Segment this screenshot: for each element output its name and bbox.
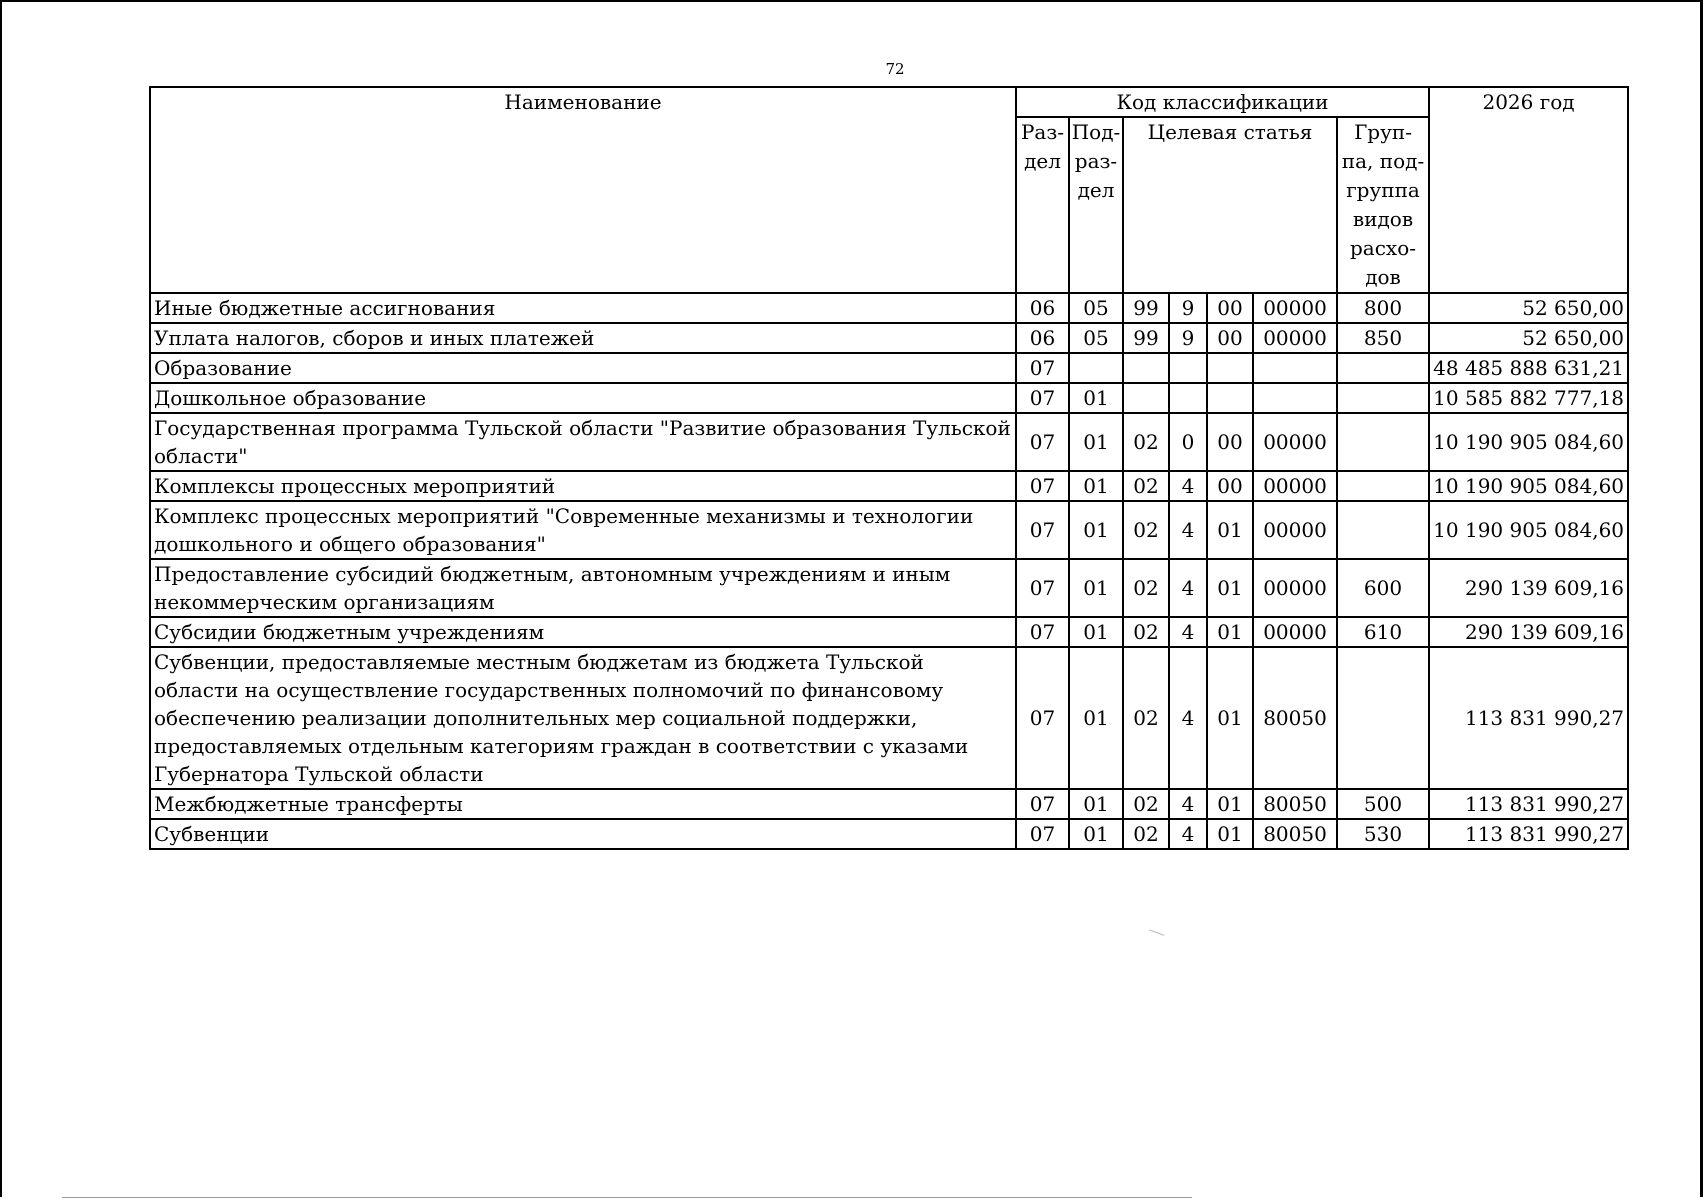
cell-target-program	[1123, 353, 1169, 383]
cell-amount: 52 650,00	[1429, 293, 1628, 323]
cell-target-direction: 80050	[1253, 647, 1337, 789]
cell-section: 07	[1016, 501, 1069, 559]
cell-target-program: 02	[1123, 647, 1169, 789]
cell-section: 07	[1016, 617, 1069, 647]
cell-amount: 290 139 609,16	[1429, 617, 1628, 647]
cell-target-program	[1123, 383, 1169, 413]
cell-target-item: 00	[1207, 323, 1253, 353]
table-row	[150, 353, 1628, 383]
cell-expense-group: 850	[1337, 323, 1429, 353]
cell-expense-group	[1337, 647, 1429, 789]
cell-name: Уплата налогов, сборов и иных платежей	[150, 323, 1016, 353]
cell-expense-group	[1337, 471, 1429, 501]
cell-target-item: 00	[1207, 413, 1253, 471]
cell-name: Комплексы процессных мероприятий	[150, 471, 1016, 501]
cell-target-direction: 00000	[1253, 293, 1337, 323]
cell-amount: 113 831 990,27	[1429, 789, 1628, 819]
cell-subsection: 01	[1069, 617, 1123, 647]
header-target-article: Целевая статья	[1123, 117, 1337, 293]
cell-name: Субсидии бюджетным учреждениям	[150, 617, 1016, 647]
cell-target-item: 01	[1207, 647, 1253, 789]
header-code-group: Код классификации	[1016, 87, 1429, 117]
cell-section: 07	[1016, 471, 1069, 501]
cell-expense-group	[1337, 353, 1429, 383]
cell-target-program: 02	[1123, 789, 1169, 819]
header-expense-group: Груп- па, под- группа видов расхо- дов	[1337, 117, 1429, 293]
cell-target-direction: 00000	[1253, 559, 1337, 617]
table-body	[150, 293, 1628, 849]
cell-subsection: 05	[1069, 323, 1123, 353]
header-name: Наименование	[150, 87, 1016, 293]
cell-target-direction: 00000	[1253, 323, 1337, 353]
page-number: 72	[885, 60, 905, 78]
cell-name: Субвенции, предоставляемые местным бюджетам из бюджета Тульской области на осуществление государственных полномочий по финансовому обеспечению реализации дополнительных мер социальной поддержки, предоставляемых отдельным категориям граждан в соответствии с указами Губернатора Тульской области	[150, 647, 1016, 789]
cell-target-type	[1169, 383, 1207, 413]
cell-expense-group: 800	[1337, 293, 1429, 323]
cell-name: Комплекс процессных мероприятий "Современные механизмы и технологии дошкольного и общего образования"	[150, 501, 1016, 559]
cell-section: 07	[1016, 383, 1069, 413]
cell-expense-group: 530	[1337, 819, 1429, 849]
cell-target-type	[1169, 353, 1207, 383]
cell-subsection: 01	[1069, 789, 1123, 819]
cell-target-direction	[1253, 353, 1337, 383]
cell-target-item: 01	[1207, 617, 1253, 647]
cell-amount: 10 190 905 084,60	[1429, 501, 1628, 559]
cell-target-item: 00	[1207, 293, 1253, 323]
cell-target-direction: 80050	[1253, 789, 1337, 819]
cell-section: 07	[1016, 559, 1069, 617]
cell-expense-group: 600	[1337, 559, 1429, 617]
table-row	[150, 647, 1628, 789]
cell-target-type: 4	[1169, 559, 1207, 617]
cell-target-program: 99	[1123, 323, 1169, 353]
cell-subsection: 01	[1069, 471, 1123, 501]
cell-target-program: 02	[1123, 819, 1169, 849]
cell-target-item: 01	[1207, 501, 1253, 559]
header-section: Раз- дел	[1016, 117, 1069, 293]
cell-target-type: 4	[1169, 819, 1207, 849]
cell-name: Образование	[150, 353, 1016, 383]
table-row	[150, 293, 1628, 323]
cell-target-type: 4	[1169, 617, 1207, 647]
cell-expense-group	[1337, 383, 1429, 413]
cell-section: 06	[1016, 323, 1069, 353]
table-row	[150, 323, 1628, 353]
cell-amount: 113 831 990,27	[1429, 647, 1628, 789]
cell-name: Иные бюджетные ассигнования	[150, 293, 1016, 323]
cell-target-direction: 00000	[1253, 471, 1337, 501]
cell-section: 07	[1016, 353, 1069, 383]
table-row	[150, 383, 1628, 413]
cell-target-program: 02	[1123, 501, 1169, 559]
cell-subsection: 01	[1069, 383, 1123, 413]
table-row	[150, 789, 1628, 819]
cell-section: 06	[1016, 293, 1069, 323]
table-row	[150, 501, 1628, 559]
cell-target-item: 01	[1207, 559, 1253, 617]
cell-subsection: 01	[1069, 501, 1123, 559]
table-row	[150, 413, 1628, 471]
cell-expense-group: 610	[1337, 617, 1429, 647]
table-row	[150, 559, 1628, 617]
cell-target-type: 4	[1169, 789, 1207, 819]
cell-amount: 10 585 882 777,18	[1429, 383, 1628, 413]
table-row	[150, 617, 1628, 647]
cell-target-program: 99	[1123, 293, 1169, 323]
table-row	[150, 471, 1628, 501]
scan-bottom-line	[62, 1197, 1192, 1198]
cell-subsection	[1069, 353, 1123, 383]
cell-name: Дошкольное образование	[150, 383, 1016, 413]
cell-section: 07	[1016, 413, 1069, 471]
cell-target-program: 02	[1123, 617, 1169, 647]
cell-subsection: 01	[1069, 559, 1123, 617]
cell-target-item	[1207, 383, 1253, 413]
cell-target-program: 02	[1123, 471, 1169, 501]
cell-target-item: 00	[1207, 471, 1253, 501]
cell-section: 07	[1016, 789, 1069, 819]
cell-amount: 48 485 888 631,21	[1429, 353, 1628, 383]
cell-section: 07	[1016, 819, 1069, 849]
cell-target-type: 9	[1169, 323, 1207, 353]
cell-target-type: 0	[1169, 413, 1207, 471]
cell-target-item: 01	[1207, 789, 1253, 819]
cell-target-item	[1207, 353, 1253, 383]
cell-target-program: 02	[1123, 413, 1169, 471]
cell-target-direction	[1253, 383, 1337, 413]
cell-section: 07	[1016, 647, 1069, 789]
cell-expense-group: 500	[1337, 789, 1429, 819]
cell-target-direction: 00000	[1253, 617, 1337, 647]
cell-expense-group	[1337, 413, 1429, 471]
cell-subsection: 01	[1069, 647, 1123, 789]
cell-amount: 113 831 990,27	[1429, 819, 1628, 849]
cell-target-type: 9	[1169, 293, 1207, 323]
header-year: 2026 год	[1429, 87, 1628, 293]
header-subsection: Под- раз- дел	[1069, 117, 1123, 293]
cell-target-direction: 00000	[1253, 413, 1337, 471]
cell-target-type: 4	[1169, 501, 1207, 559]
cell-target-program: 02	[1123, 559, 1169, 617]
cell-name: Предоставление субсидий бюджетным, автономным учреждениям и иным некоммерческим организациям	[150, 559, 1016, 617]
cell-amount: 290 139 609,16	[1429, 559, 1628, 617]
cell-subsection: 01	[1069, 413, 1123, 471]
cell-subsection: 01	[1069, 819, 1123, 849]
cell-name: Межбюджетные трансферты	[150, 789, 1016, 819]
cell-target-item: 01	[1207, 819, 1253, 849]
cell-target-direction: 80050	[1253, 819, 1337, 849]
cell-name: Субвенции	[150, 819, 1016, 849]
cell-amount: 10 190 905 084,60	[1429, 413, 1628, 471]
cell-target-type: 4	[1169, 471, 1207, 501]
cell-amount: 10 190 905 084,60	[1429, 471, 1628, 501]
table-row	[150, 819, 1628, 849]
cell-expense-group	[1337, 501, 1429, 559]
budget-table	[149, 86, 1629, 850]
cell-subsection: 05	[1069, 293, 1123, 323]
cell-target-type: 4	[1169, 647, 1207, 789]
cell-target-direction: 00000	[1253, 501, 1337, 559]
cell-name: Государственная программа Тульской области "Развитие образования Тульской области"	[150, 413, 1016, 471]
cell-amount: 52 650,00	[1429, 323, 1628, 353]
